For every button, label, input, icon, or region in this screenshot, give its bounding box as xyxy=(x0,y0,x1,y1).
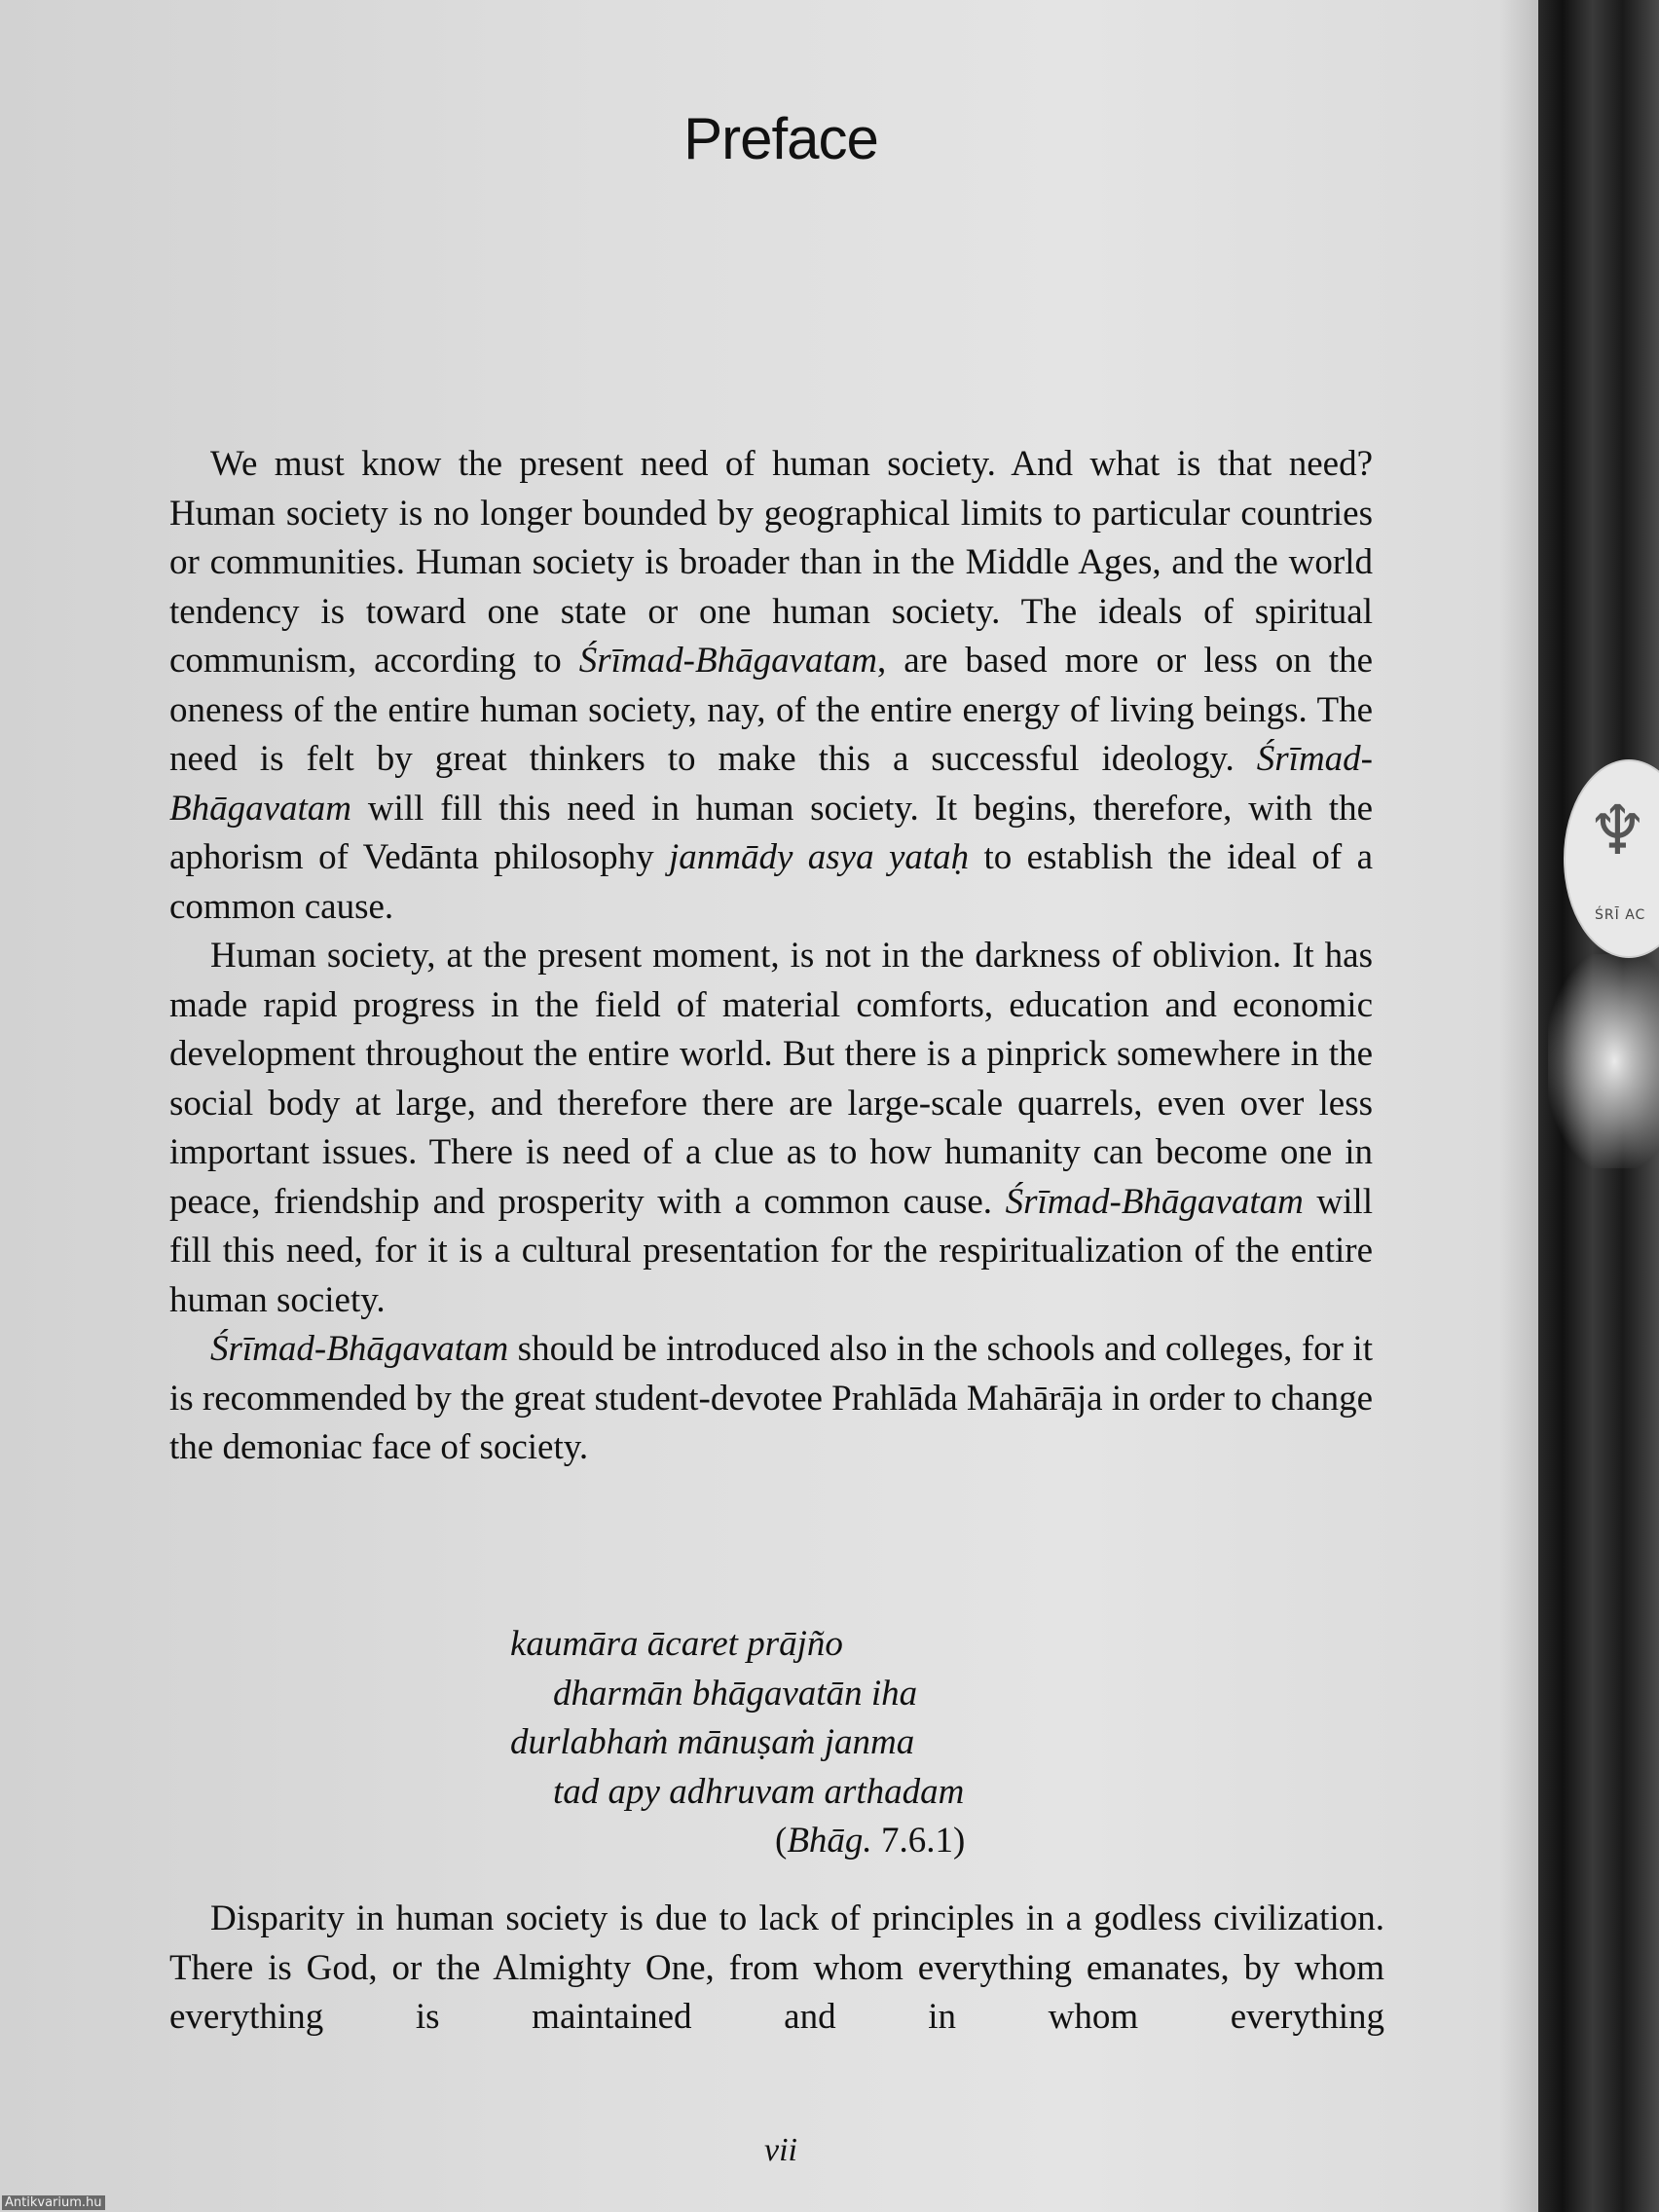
paragraph-1-text-c: will fill this need in human society. It begins, therefore, with the aphorism of Vedānta philosophy xyxy=(169,788,1373,877)
paragraph-3 xyxy=(169,1325,1373,1473)
verse-line-1: kaumāra ācaret prājño xyxy=(510,1624,843,1664)
verse-citation xyxy=(510,1817,965,1866)
paragraph-1 xyxy=(169,440,1373,932)
verse-line-3: durlabhaṁ mānuṣaṁ janma xyxy=(510,1722,915,1762)
paragraph-3-text-a: should be introduced also in the schools and colleges, for it is recommended by the great student-devotee Prahlāda Mahārāja in order to change the demoniac face of society. xyxy=(169,1329,1373,1467)
paragraph-1-italic-c: janmādy asya yataḥ xyxy=(668,837,970,877)
sanskrit-verse xyxy=(510,1620,965,1866)
paragraph-2 xyxy=(169,932,1373,1325)
verse-citation-ref: 7.6.1) xyxy=(871,1821,966,1861)
spine-emblem-text: ŚRĪ AC xyxy=(1595,907,1646,923)
verse-line-2: dharmān bhāgavatān iha xyxy=(553,1673,918,1714)
paragraph-1-italic-b: Śrīmad-Bhāgavatam xyxy=(169,739,1373,829)
paragraph-1-text-b: , are based more or less on the oneness of the entire human society, nay, of the entire energy of living beings. The need is felt by great thinkers to make this a successful ideology. xyxy=(169,641,1373,779)
preface-body-continued xyxy=(169,1895,1384,2043)
paragraph-3-italic-a: Śrīmad-Bhāgavatam xyxy=(210,1329,509,1369)
paragraph-2-italic-a: Śrīmad-Bhāgavatam xyxy=(1005,1181,1304,1222)
verse-citation-book: Bhāg. xyxy=(787,1821,872,1861)
preface-body xyxy=(169,440,1373,1473)
spine-light-reflection xyxy=(1548,954,1659,1168)
paragraph-1-italic-a: Śrīmad-Bhāgavatam xyxy=(578,641,877,681)
page-number: vii xyxy=(764,2132,797,2168)
verse-citation-open: ( xyxy=(775,1821,788,1861)
deity-figure-icon: ♆ xyxy=(1587,791,1648,870)
paragraph-1-text-d: to establish the ideal of a common cause. xyxy=(169,837,1373,927)
paragraph-1-text-a: We must know the present need of human society. And what is that need? Human society is no longer bounded by geographical limits to particular countries or communities. Human society is broader than in the Middle Ages, and the world tendency is toward one state or one human society. The ideals of spiritual communism, according to xyxy=(169,444,1373,681)
verse-line-4: tad apy adhruvam arthadam xyxy=(553,1771,965,1812)
paragraph-4: Disparity in human society is due to lack of principles in a godless civilization. There is God, or the Almighty One, from whom everything emanates, by whom everything is maintained and in whom everything xyxy=(169,1899,1384,2037)
watermark: Antikvarium.hu xyxy=(2,2195,105,2210)
paragraph-2-text-b: will fill this need, for it is a cultural presentation for the respiritualization of the entire human society. xyxy=(169,1181,1373,1320)
paragraph-2-text-a: Human society, at the present moment, is not in the darkness of oblivion. It has made rapid progress in the field of material comforts, education and economic development throughout the entire world. But there is a pinprick somewhere in the social body at large, and therefore there are large-scale quarrels, even over less important issues. There is need of a clue as to how humanity can become one in peace, friendship and prosperity with a common cause. xyxy=(169,936,1373,1222)
page-title: Preface xyxy=(683,106,878,171)
